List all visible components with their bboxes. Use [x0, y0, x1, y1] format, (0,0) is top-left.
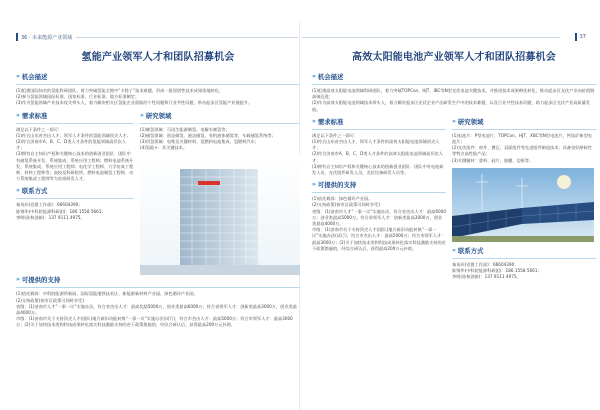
section-divider: [312, 84, 596, 85]
section-divider: [16, 123, 134, 124]
requirements-section: [16, 111, 134, 183]
section-heading: » 机会描述: [16, 73, 48, 81]
left-page: [16, 48, 300, 333]
right-page-header: [575, 33, 586, 41]
paragraph: 市级：(1)济南市关于支持顶尖人才(团队)地方新旧动能转换“一事一议”实施办法(试行)，符合市杰出人才：最高5000万；符合市领军人才：最高3000万；(2)关于加快技术类和科技成果转化落实科技激励支持的若干政策措施的，经综合研认后，获得最高200万元补助。: [16, 316, 293, 328]
paragraph: 省级：(1)济南市人才“一事一议”实施办法，符合省杰出人才：最高奖励5000万，创业类最高6000万；符合省领军人才：创新类最高3000万，创业类最高4000万。: [16, 303, 297, 316]
section-heading: » 机会描述: [312, 73, 344, 81]
contact-line: 李明(孙秋创新)：137 9111 4975。: [16, 214, 85, 220]
header-accent-bar: [575, 33, 577, 41]
paragraph: (2)光伏组件：串并、叠瓦、双面组件等先进组件制造技术；具备良好耐候性等特点高性能产品；: [452, 145, 592, 157]
section-divider: [16, 84, 300, 85]
section-heading: » 可提供的支持: [312, 181, 357, 190]
chevron-icon: »: [452, 117, 456, 125]
section-divider: [312, 192, 446, 193]
chevron-icon: »: [16, 111, 20, 119]
contact-line: 陈锦华(中科院能源科研团)：186 1558 5661；: [16, 208, 106, 214]
page-title: 氢能产业领军人才和团队招募机会: [81, 52, 235, 63]
paragraph: 满足以下条件之一即可：: [312, 132, 359, 138]
section-heading: » 联系方式: [452, 246, 484, 255]
header-divider: [302, 37, 560, 38]
paragraph: (1)依托载体：中科院能源所新园、国际氢能地铁技术区、新能源新材料产业园，绿色循环产业园。: [16, 291, 198, 297]
solar-panels-photo: [452, 168, 596, 242]
section-divider: [16, 198, 134, 199]
paragraph: (1)组建国际知名的氢能科研团队，着力突破氢能全链中“卡脖子”技术难题，形成一批原创性技术成果落地转化；: [16, 88, 224, 93]
building-photo: [140, 155, 300, 275]
paragraph: (3)拥有自主知识产权和关键核心技术的创新创业团队：团队中有电池研发人员，光伏组件研发人员，光伏设备研发人员等。: [312, 163, 444, 176]
paragraph: (2)符合济南市A、B、C、D类人才条件的氢能领域高层次人才；: [16, 139, 126, 151]
header-accent-bar: [16, 33, 18, 41]
paragraph: (1)符合山东省杰出人才、领军人才条件的高效太阳能电池领域顶尖人才；: [312, 139, 440, 151]
section-heading: » 研究领域: [140, 111, 172, 120]
header-divider: [76, 37, 298, 38]
paragraph: (1)电池片：P型电池片、TOPCon、HJT、XBC等N型电池片，钙钛矿新型电池片；: [452, 132, 592, 145]
section-heading: » 联系方式: [16, 187, 48, 196]
paragraph: (1)制氢领域：可再生能源制氢、电解水制氢等；: [140, 126, 230, 132]
paragraph: (1)组建高效太阳能电池领域科研团队，着力突破TOPCon、HJT、IBC等N型光伏电池关键技术，并推进技术成果孵化转化，推动起步区光伏产业向价值链高端迈进；: [312, 88, 595, 100]
research-section: [452, 117, 596, 164]
research-section: [140, 111, 300, 152]
section-divider: [312, 129, 446, 130]
page-title: 高效太阳能电池产业领军人才和团队招募机会: [352, 52, 556, 63]
left-page-number: 36 · 未来能源产业领域: [21, 34, 73, 41]
paragraph: (2)符合济南市A、B、C、D类人才条件的高效太阳能电池领域高层次人才；: [312, 151, 443, 163]
contact-line: 李明(孙秋创新)：137 9111 4975。: [452, 274, 521, 280]
paragraph: (2)储氢领域：固态储氢、液态储氢、有机液体储氢等，车载储氢系统等；: [140, 132, 276, 138]
left-page-header: [16, 33, 72, 41]
paragraph: 市级：(1)济南市关于支持顶尖人才(团队)地方新旧动能转换“一事一议”实施办法(试行)，符合市杰出人才：最高5000万；符合市领军人才：最高3000万；(2)关于加快技术类和科技成果转化落实科技激励支持的若干政策措施的，经综合研认后，获得最高200万元补助。: [312, 227, 446, 251]
contacts-section: [452, 246, 596, 281]
paragraph: (3)作为氢能领域产业技术攻关带头人，着力解决相关区氢能企业面临的个性问题和行业共性问题，带动起步区氢能产业链提升。: [16, 100, 253, 106]
section-heading: » 需求标准: [16, 111, 48, 120]
right-page-number: 37: [579, 34, 586, 40]
paragraph: (3)拥有自主知识产权和关键核心技术的创新创业团队：团队中有储氢系统开发、系统集成、系统应用工程师；燃料电池系统开发、系统集成、系统应用工程师；电化学工程师、力学仿真工程师、材料工程师等；高校及科研院所、燃料电池制氢工程师、动力系统集成工程师等为首席研发人才。: [16, 151, 134, 182]
paragraph: (1)符合山东省杰出人才、领军人才条件的氢能领域顶尖人才；: [16, 132, 131, 138]
chevron-icon: »: [312, 117, 316, 125]
contact-line: 秦英环(党群工作部)：66604390；: [16, 202, 83, 208]
paragraph: (2)支持政策(按市区政策可同时享受)：: [312, 202, 385, 208]
policy-section: [16, 275, 300, 328]
opportunity-section: [16, 72, 300, 107]
section-heading: » 可提供的支持: [16, 276, 61, 285]
requirements-section: [312, 117, 446, 176]
section-heading: » 需求标准: [312, 117, 344, 126]
paragraph: 满足以下条件之一即可：: [16, 126, 63, 132]
paragraph: (2)作为高效太阳能电池领域技术带头人，着力解决起步区光伏企业产品研发生产中的技术难题，以及行业共性技术问题，助力起步区光伏产业高质量发展。: [312, 100, 591, 112]
right-page: [312, 48, 596, 284]
opportunity-section: [312, 72, 596, 113]
section-heading: » 研究领域: [452, 117, 484, 126]
contact-line: 陈锦华(中科院能源科研团)：186 1558 5661；: [452, 268, 542, 274]
chevron-icon: »: [16, 187, 20, 195]
paragraph: (1)依托载体：绿色循环产业园。: [312, 196, 373, 202]
section-divider: [16, 287, 300, 288]
paragraph: (2)参与氢能领域国际标准、国家标准、行业标准、地方标准制定；: [16, 94, 140, 100]
chevron-icon: »: [452, 246, 456, 254]
paragraph: (3)关键辅材：浆料、硅片、胶膜、边框等。: [452, 157, 534, 163]
section-divider: [452, 258, 596, 259]
section-divider: [140, 123, 300, 124]
chevron-icon: »: [16, 73, 20, 80]
section-divider: [452, 129, 596, 130]
chevron-icon: »: [16, 276, 20, 284]
contacts-section: [16, 186, 134, 221]
contact-line: 秦英环(党群工作部)：66604390；: [452, 261, 519, 267]
paragraph: 省级：(1)济南市人才“一事一议”实施办法，符合省杰出人才：最高6000万；创业类最高5000万。符合省领军人才：创新类最高3000万，创业类最高4000万。: [312, 208, 446, 227]
policy-section: [312, 180, 446, 252]
paragraph: (3)用氢领域：电堆及关键材料、氢燃料电池集成、氢燃料汽车；: [140, 139, 259, 145]
chevron-icon: »: [312, 181, 316, 189]
paragraph: (4)氢能+：其关键技术。: [140, 145, 188, 151]
chevron-icon: »: [140, 111, 144, 119]
paragraph: (2)支持政策(按市区政策可同时享受)：: [16, 297, 89, 303]
chevron-icon: »: [312, 73, 316, 80]
